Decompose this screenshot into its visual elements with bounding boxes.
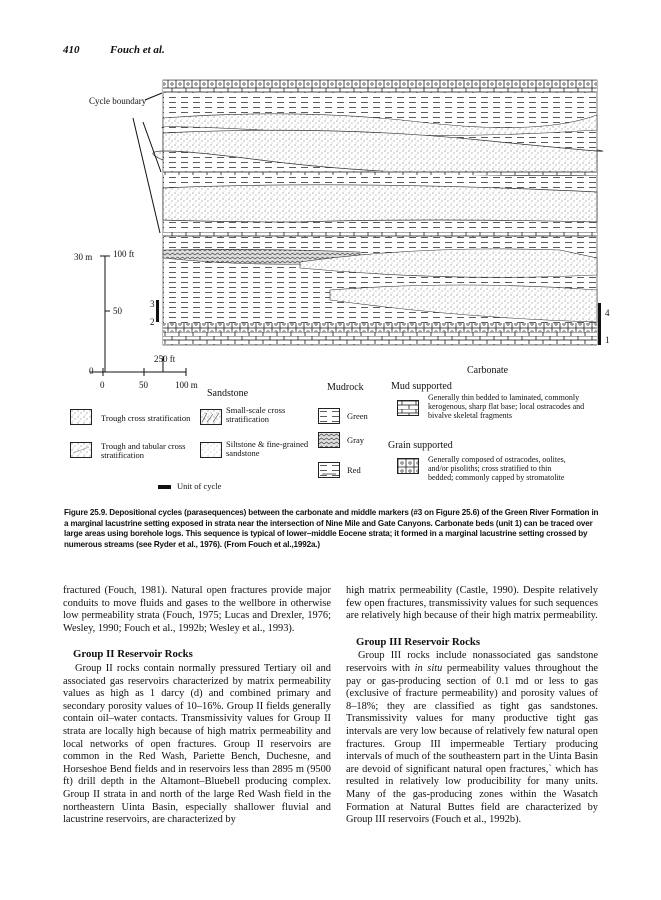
unit-4-label: 4 (605, 308, 610, 318)
cycle-boundary-leader (133, 118, 160, 233)
legend-red: Red (347, 465, 361, 475)
legend-trough-cross: Trough cross stratification (101, 413, 191, 423)
swatch-gray (318, 432, 340, 448)
legend-gray: Gray (347, 435, 364, 445)
legend-carbonate-title: Carbonate (467, 365, 509, 376)
paragraph: fractured (Fouch, 1981). Natural open fractures provide major conduits to move fluids and gases to the wellbore in otherwise low permeability strata (Fouch, 1975; Lucas and Drexler, 1976; Wesley, 1990; Fouch et al., 1992b; Wesley et al., 1993). (63, 585, 331, 634)
swatch-red (318, 462, 340, 478)
legend-mud-supported-desc: Generally thin bedded to laminated, commonly kerogenous, sharp flat base; local ostracodes and bivalve skeletal fragments (428, 393, 585, 420)
swatch-small-scale (200, 409, 222, 425)
paragraph (346, 650, 598, 826)
legend-siltstone: Siltstone & fine-grained sandstone (226, 439, 309, 458)
unit-2-label: 2 (150, 317, 155, 327)
legend-mud-supported-title: Mud supported (391, 381, 452, 392)
scale-0: 0 (89, 366, 94, 376)
scale-tick-50: 50 (139, 380, 148, 390)
sandstone-channel (163, 185, 597, 222)
unit-of-cycle-swatch (158, 485, 171, 489)
paragraph: high matrix permeability (Castle, 1990). Despite relatively few open fractures, transmissivity values for such sequences are relatively high because of their high matrix permeability. (346, 585, 598, 622)
mud-carbonate-top (163, 88, 597, 93)
grain-carbonate-top (163, 80, 597, 88)
scale-tick-100m: 100 m (175, 380, 198, 390)
carbonate-bed (163, 232, 597, 237)
swatch-trough-cross (70, 409, 92, 425)
section-heading: Group III Reservoir Rocks (356, 635, 481, 648)
body-column-right (346, 585, 598, 827)
cycle-boundary-label: Cycle boundary (89, 96, 147, 106)
legend-sandstone-title: Sandstone (207, 388, 249, 399)
legend-small-scale: Small-scale cross stratification (226, 405, 286, 424)
unit-of-cycle-bar (156, 300, 159, 322)
unit-1-label: 1 (605, 335, 610, 345)
scale-30m: 30 m (74, 252, 93, 262)
cycle-boundary-leader (143, 122, 161, 172)
legend-green: Green (347, 411, 368, 421)
legend-trough-tabular: Trough and tabular cross stratification (101, 441, 186, 460)
figure-caption: Figure 25.9. Depositional cycles (parasequences) between the carbonate and middle markers (#3 on Figure 25.6) of the Green River Formation in a marginal lacustrine setting exposed in strata near the intersection of Nine Mile and Gate Canyons. Carbonate beds (unit 1) can be traced over large areas using borehole logs. This sequence is typical of lower–middle Eocene strata; it formed in a marginal lacustrine setting crossed by numerous streams (see Ryder et al., 1976). (From Fouch et al.,1992a.) (64, 508, 599, 549)
text-run: Group III rocks include nonassociated gas sandstone reservoirs with (346, 650, 598, 674)
mud-carbonate-bottom (163, 332, 597, 345)
swatch-trough-tabular (70, 442, 92, 458)
scale-100ft: 100 ft (113, 249, 135, 259)
grain-carbonate-bottom (163, 323, 597, 332)
unit-of-cycle-bar (598, 303, 601, 323)
text-run: permeability values throughout the pay or gas-producing section of 0.1 md or less to gas (exclusive of fracture permeability) and porosity values of 8–18%; they are classified as tight gas sandstones. Transmissivity values for many productive tight gas intervals are very low because of relatively few natural open fractures. Group III impermeable Tertiary producing intervals of much of the southeastern part in the Uinta Basin are devoid of significant natural open fractures,` which has resulted in relatively low producibility for many units. Many of the gas-producing zones within the Wasatch Formation at Natural Buttes field are characterized by Group III reservoirs (Fouch et al., 1992b). (346, 662, 599, 826)
legend-grain-supported-desc: Generally composed of ostracodes, oolites, and/or pisoliths; cross stratified to thin bedded; commonly capped by stromatolite (428, 455, 566, 482)
legend-mudrock-title: Mudrock (327, 382, 364, 393)
swatch-grain-supported (397, 458, 419, 474)
section-heading: Group II Reservoir Rocks (73, 648, 193, 661)
legend-unit-of-cycle: Unit of cycle (177, 481, 222, 491)
page-number: 410 (63, 44, 80, 56)
swatch-siltstone (200, 442, 222, 458)
legend-grain-supported-title: Grain supported (388, 440, 453, 451)
scale-tick-0: 0 (100, 380, 105, 390)
unit-3-label: 3 (150, 299, 155, 309)
body-column-left (63, 585, 331, 827)
swatch-green (318, 408, 340, 424)
paragraph: Group II rocks contain normally pressured Tertiary oil and associated gas reservoirs characterized by matrix permeability values as high as 1 darcy (d) and combined primary and secondary porosity values of 10–16%. Group II fields generally contain oil–water contacts. Transmissivity values for Group II strata are locally high because of high matrix permeability and local networks of open fractures. Group II reservoirs are common in the Red Wash, Pariette Bench, Duchesne, and Horseshoe Bend fields and in reservoirs less than 2895 m (9500 ft) drill depth in the Altamont–Bluebell producing complex. Group II strata in and north of the large Red Wash field in the northeastern Uinta Basin, especially shallower fluvial and lacustrine reservoirs, are characterized by (63, 662, 331, 826)
swatch-mud-supported (397, 400, 419, 416)
italic-term: in situ (414, 662, 443, 674)
carbonate-bed (163, 171, 597, 175)
scale-50: 50 (113, 306, 122, 316)
unit-of-cycle-bar (598, 323, 601, 345)
scale-250ft: 250 ft (154, 354, 176, 364)
running-head: Fouch et al. (110, 44, 165, 56)
